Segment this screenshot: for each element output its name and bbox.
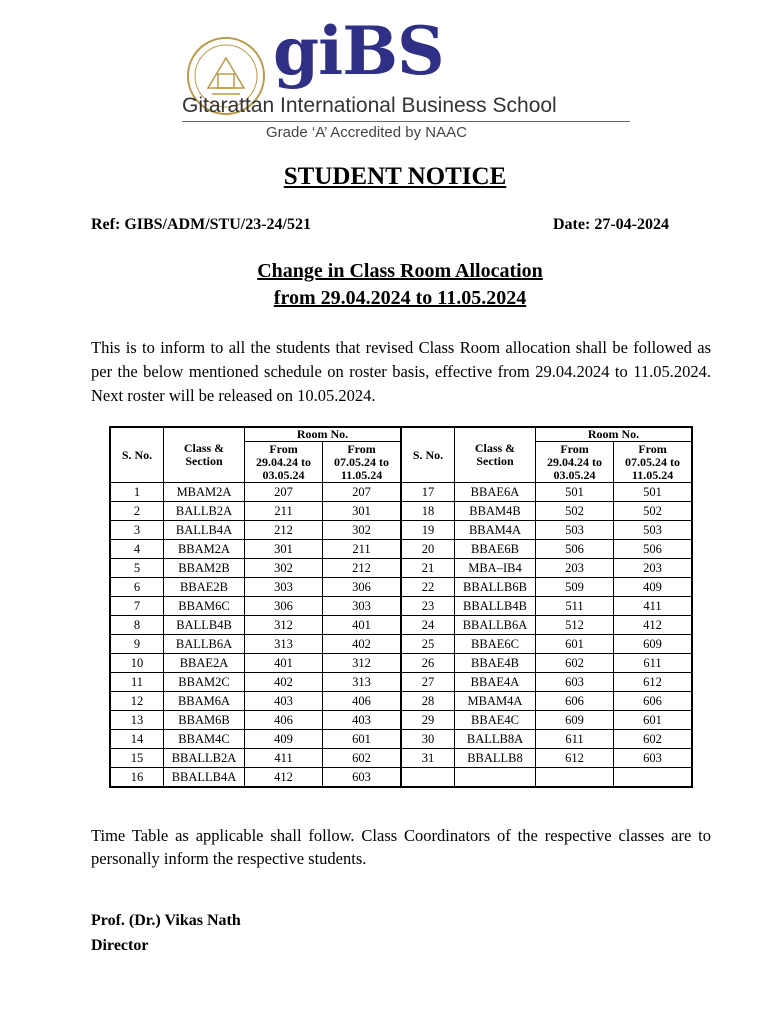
- room-period-1-cell: 512: [535, 616, 613, 635]
- room-period-2-cell: 612: [614, 673, 692, 692]
- header-sno: S. No.: [401, 427, 455, 483]
- brand-logo-text: giBS: [273, 12, 444, 90]
- room-period-2-cell: 203: [614, 559, 692, 578]
- class-cell: BALLB8A: [454, 730, 535, 749]
- room-period-1-cell: 212: [245, 521, 323, 540]
- sno-cell: 3: [110, 521, 164, 540]
- room-period-1-cell: 602: [535, 654, 613, 673]
- sno-cell: 2: [110, 502, 164, 521]
- reference-number: Ref: GIBS/ADM/STU/23-24/521: [91, 216, 311, 233]
- room-period-2-cell: 403: [323, 711, 401, 730]
- room-period-1-cell: 406: [245, 711, 323, 730]
- table-row: [110, 616, 692, 635]
- sno-cell: 4: [110, 540, 164, 559]
- class-cell: BALLB6A: [164, 635, 245, 654]
- table-row: [110, 483, 692, 502]
- room-period-1-cell: 401: [245, 654, 323, 673]
- room-period-2-cell: 301: [323, 502, 401, 521]
- room-period-2-cell: 406: [323, 692, 401, 711]
- room-period-2-cell: 303: [323, 597, 401, 616]
- class-cell: BBALLB4B: [454, 597, 535, 616]
- sno-cell: 6: [110, 578, 164, 597]
- class-cell: BBALLB6B: [454, 578, 535, 597]
- class-cell: BBAE4B: [454, 654, 535, 673]
- class-cell: BBALLB4A: [164, 768, 245, 788]
- room-period-1-cell: 609: [535, 711, 613, 730]
- room-period-1-cell: 411: [245, 749, 323, 768]
- class-cell: MBA–IB4: [454, 559, 535, 578]
- room-period-2-cell: 609: [614, 635, 692, 654]
- room-period-1-cell: 303: [245, 578, 323, 597]
- table-row: [110, 749, 692, 768]
- room-period-1-cell: 612: [535, 749, 613, 768]
- sno-cell: 19: [401, 521, 455, 540]
- subject-line-1: Change in Class Room Allocation: [257, 260, 543, 282]
- room-period-1-cell: 509: [535, 578, 613, 597]
- table-row: [110, 711, 692, 730]
- class-cell: BBAM6A: [164, 692, 245, 711]
- room-period-1-cell: 207: [245, 483, 323, 502]
- room-period-1-cell: [535, 768, 613, 788]
- class-cell: BBAM4C: [164, 730, 245, 749]
- class-cell: BBAE2B: [164, 578, 245, 597]
- room-period-2-cell: 207: [323, 483, 401, 502]
- room-period-2-cell: 306: [323, 578, 401, 597]
- class-cell: BBAM2A: [164, 540, 245, 559]
- class-cell: BBAM6C: [164, 597, 245, 616]
- room-period-2-cell: 611: [614, 654, 692, 673]
- class-cell: BALLB4A: [164, 521, 245, 540]
- sno-cell: 25: [401, 635, 455, 654]
- sno-cell: 27: [401, 673, 455, 692]
- room-period-1-cell: 402: [245, 673, 323, 692]
- room-period-2-cell: 411: [614, 597, 692, 616]
- room-period-2-cell: 502: [614, 502, 692, 521]
- room-period-2-cell: 602: [614, 730, 692, 749]
- class-cell: BBAE4C: [454, 711, 535, 730]
- sno-cell: 30: [401, 730, 455, 749]
- room-period-2-cell: 603: [614, 749, 692, 768]
- sno-cell: 24: [401, 616, 455, 635]
- class-cell: [454, 768, 535, 788]
- sno-cell: 23: [401, 597, 455, 616]
- room-period-2-cell: 312: [323, 654, 401, 673]
- room-period-2-cell: 602: [323, 749, 401, 768]
- class-cell: BBAM4A: [454, 521, 535, 540]
- sno-cell: 26: [401, 654, 455, 673]
- table-row: [110, 559, 692, 578]
- room-allocation-table: [109, 426, 693, 788]
- letterhead: [180, 12, 640, 145]
- room-period-1-cell: 306: [245, 597, 323, 616]
- class-cell: BBALLB2A: [164, 749, 245, 768]
- header-from-period-1: From 29.04.24 to 03.05.24: [245, 442, 323, 483]
- table-row: [110, 521, 692, 540]
- sno-cell: 18: [401, 502, 455, 521]
- class-cell: BALLB2A: [164, 502, 245, 521]
- sno-cell: 22: [401, 578, 455, 597]
- sno-cell: 16: [110, 768, 164, 788]
- header-divider: [182, 121, 630, 122]
- room-period-2-cell: 503: [614, 521, 692, 540]
- room-period-2-cell: 211: [323, 540, 401, 559]
- room-period-1-cell: 511: [535, 597, 613, 616]
- sno-cell: [401, 768, 455, 788]
- table-row: [110, 502, 692, 521]
- class-cell: MBAM4A: [454, 692, 535, 711]
- table-row: [110, 692, 692, 711]
- room-period-2-cell: 506: [614, 540, 692, 559]
- room-period-2-cell: 409: [614, 578, 692, 597]
- signatory-name: Prof. (Dr.) Vikas Nath: [91, 912, 241, 929]
- sno-cell: 12: [110, 692, 164, 711]
- room-period-1-cell: 409: [245, 730, 323, 749]
- room-period-2-cell: 313: [323, 673, 401, 692]
- class-cell: BBAM4B: [454, 502, 535, 521]
- table-row: [110, 540, 692, 559]
- signatory-title: Director: [91, 937, 149, 954]
- room-period-2-cell: 603: [323, 768, 401, 788]
- room-period-1-cell: 502: [535, 502, 613, 521]
- room-period-1-cell: 611: [535, 730, 613, 749]
- room-period-1-cell: 211: [245, 502, 323, 521]
- header-from-period-1: From 29.04.24 to 03.05.24: [535, 442, 613, 483]
- class-cell: BBAE6C: [454, 635, 535, 654]
- class-cell: BBAE6B: [454, 540, 535, 559]
- sno-cell: 31: [401, 749, 455, 768]
- sno-cell: 21: [401, 559, 455, 578]
- sno-cell: 17: [401, 483, 455, 502]
- notice-subject: [0, 258, 768, 312]
- table-body: [110, 483, 692, 788]
- table-row: [110, 635, 692, 654]
- room-period-2-cell: 601: [614, 711, 692, 730]
- header-room: Room No.: [245, 427, 401, 442]
- sno-cell: 14: [110, 730, 164, 749]
- room-period-1-cell: 403: [245, 692, 323, 711]
- class-cell: BBAM2C: [164, 673, 245, 692]
- table-row: [110, 578, 692, 597]
- sno-cell: 7: [110, 597, 164, 616]
- header-from-period-2: From 07.05.24 to 11.05.24: [614, 442, 692, 483]
- table-row: [110, 768, 692, 788]
- sno-cell: 11: [110, 673, 164, 692]
- table-row: [110, 597, 692, 616]
- room-period-1-cell: 302: [245, 559, 323, 578]
- sno-cell: 9: [110, 635, 164, 654]
- sno-cell: 5: [110, 559, 164, 578]
- room-period-1-cell: 506: [535, 540, 613, 559]
- room-period-1-cell: 603: [535, 673, 613, 692]
- room-period-2-cell: 302: [323, 521, 401, 540]
- header-class: Class & Section: [164, 427, 245, 483]
- room-period-1-cell: 601: [535, 635, 613, 654]
- subject-line-2: from 29.04.2024 to 11.05.2024: [273, 287, 527, 309]
- room-period-2-cell: [614, 768, 692, 788]
- header-sno: S. No.: [110, 427, 164, 483]
- class-cell: BBALLB6A: [454, 616, 535, 635]
- room-period-2-cell: 401: [323, 616, 401, 635]
- header-from-period-2: From 07.05.24 to 11.05.24: [323, 442, 401, 483]
- sno-cell: 13: [110, 711, 164, 730]
- class-cell: BBAM2B: [164, 559, 245, 578]
- notice-title: STUDENT NOTICE: [283, 163, 507, 190]
- header-room: Room No.: [535, 427, 692, 442]
- room-period-2-cell: 501: [614, 483, 692, 502]
- room-period-1-cell: 301: [245, 540, 323, 559]
- room-period-1-cell: 412: [245, 768, 323, 788]
- table-row: [110, 673, 692, 692]
- footer-paragraph: Time Table as applicable shall follow. Class Coordinators of the respective classes are to personally inform the respective students.: [91, 826, 711, 868]
- sno-cell: 1: [110, 483, 164, 502]
- room-period-2-cell: 601: [323, 730, 401, 749]
- room-period-2-cell: 402: [323, 635, 401, 654]
- room-period-2-cell: 412: [614, 616, 692, 635]
- notice-date: Date: 27-04-2024: [553, 216, 669, 233]
- class-cell: BALLB4B: [164, 616, 245, 635]
- room-period-1-cell: 313: [245, 635, 323, 654]
- class-cell: BBAE2A: [164, 654, 245, 673]
- sno-cell: 8: [110, 616, 164, 635]
- school-name: Gitarattan International Business School: [182, 94, 557, 117]
- class-cell: BBAE6A: [454, 483, 535, 502]
- room-period-1-cell: 203: [535, 559, 613, 578]
- accreditation-line: Grade ‘A’ Accredited by NAAC: [266, 124, 467, 141]
- room-period-1-cell: 501: [535, 483, 613, 502]
- class-cell: BBAE4A: [454, 673, 535, 692]
- sno-cell: 20: [401, 540, 455, 559]
- header-class: Class & Section: [454, 427, 535, 483]
- table-row: [110, 654, 692, 673]
- intro-paragraph: This is to inform to all the students that revised Class Room allocation shall be followed as per the below mentioned schedule on roster basis, effective from 29.04.2024 to 11.05.2024. Next roster will be released on 10.05.2024.: [91, 338, 711, 405]
- table-row: [110, 730, 692, 749]
- class-cell: BBALLB8: [454, 749, 535, 768]
- sno-cell: 10: [110, 654, 164, 673]
- room-period-1-cell: 503: [535, 521, 613, 540]
- room-period-2-cell: 212: [323, 559, 401, 578]
- sno-cell: 28: [401, 692, 455, 711]
- room-period-2-cell: 606: [614, 692, 692, 711]
- room-period-1-cell: 606: [535, 692, 613, 711]
- sno-cell: 15: [110, 749, 164, 768]
- class-cell: BBAM6B: [164, 711, 245, 730]
- sno-cell: 29: [401, 711, 455, 730]
- class-cell: MBAM2A: [164, 483, 245, 502]
- room-period-1-cell: 312: [245, 616, 323, 635]
